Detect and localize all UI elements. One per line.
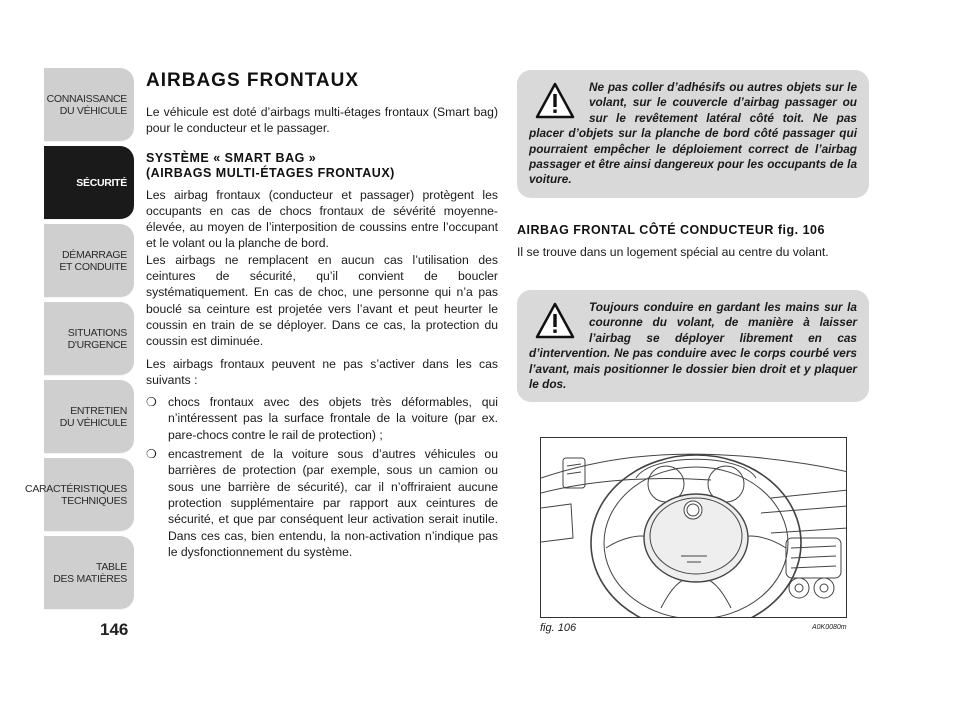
sidebar-item-label: CARACTÉRISTIQUES TECHNIQUES bbox=[25, 482, 127, 507]
steering-wheel-illustration bbox=[541, 438, 847, 618]
sidebar-item-label: TABLE DES MATIÈRES bbox=[53, 560, 127, 585]
paragraph: Les airbags ne remplacent en aucun cas l’utilisation des ceintures de sécurité, qu’il convient de boucler systématiquement. En cas de choc, une personne qui n’a pas bouclé sa ceinture est projetée vers l’avant et peut heurter le coussin en train de se déployer. Dans ce cas, la protection du coussin est diminuée. bbox=[146, 252, 498, 349]
page-number: 146 bbox=[100, 620, 129, 639]
sidebar-item-label: SITUATIONS D'URGENCE bbox=[67, 326, 127, 351]
intro-paragraph: Le véhicule est doté d’airbags multi-étages frontaux (Smart bag) pour le conducteur et le passager. bbox=[146, 105, 498, 136]
paragraph: Les airbag frontaux (conducteur et passager) protègent les occupants en cas de chocs frontaux de sévérité moyenne-élevée, au moyen de l’interposition de coussins entre l’occupant et le volant ou la planche de bord. bbox=[146, 187, 498, 251]
warning-triangle-icon bbox=[535, 302, 575, 340]
sidebar-item-label: DÉMARRAGE ET CONDUITE bbox=[59, 248, 127, 273]
sidebar-item-table[interactable] bbox=[44, 536, 134, 610]
steering-wheel-figure bbox=[540, 437, 847, 618]
section-subtitle: SYSTÈME « SMART BAG » (AIRBAGS MULTI-ÉTAGES FRONTAUX) bbox=[146, 150, 395, 180]
paragraph: Les airbags frontaux peuvent ne pas s’activer dans les cas suivants : bbox=[146, 356, 498, 387]
warning-text: Ne pas coller d’adhésifs ou autres objets sur le volant, sur le couvercle d’airbag passager ou sur le revêtement latéral côté toit. Ne pas placer d’objets sur la planche de bord côté passager qui pourraient empêcher le déploiement correct de l’airbag passager et être ainsi dangereux pour les occupants de la voiture. bbox=[529, 80, 857, 187]
sidebar-item-securite[interactable] bbox=[44, 146, 134, 220]
sidebar-item-label: CONNAISSANCE DU VÉHICULE bbox=[46, 92, 127, 117]
warning-box bbox=[517, 290, 869, 402]
sidebar-item-urgence[interactable] bbox=[44, 302, 134, 376]
bullet-list bbox=[146, 394, 498, 560]
warning-text: Toujours conduire en gardant les mains sur la couronne du volant, de manière à laisser l’airbag se déployer librement en cas d’intervention. Ne pas conduire avec le corps courbé vers l’avant, mais positionner le dossier bien droit et y plaquer le dos. bbox=[529, 300, 857, 392]
figure-caption: fig. 106 bbox=[540, 622, 577, 634]
paragraph: Il se trouve dans un logement spécial au centre du volant. bbox=[517, 245, 829, 259]
sidebar-item-entretien[interactable] bbox=[44, 380, 134, 454]
section-subtitle: AIRBAG FRONTAL CÔTÉ CONDUCTEUR fig. 106 bbox=[517, 223, 825, 237]
sidebar-item-demarrage[interactable] bbox=[44, 224, 134, 298]
list-item: ❍ encastrement de la voiture sous d’autres véhicules ou barrières de protection (par exemple, sous un camion ou sous une barrière de sécurité), car il n’offriraient aucune protection supplémentaire par rapport aux ceintures de sécurité, et que par conséquent leur activation serait inutile. Dans ces cas, bien entendu, la non-activation n’indique pas le dysfonctionnement du système. bbox=[146, 446, 498, 560]
warning-triangle-icon bbox=[535, 82, 575, 120]
sidebar-item-caracteristiques[interactable] bbox=[25, 458, 134, 532]
list-item: ❍ chocs frontaux avec des objets très déformables, qui n’intéressent pas la surface frontale de la voiture (par ex. pare-chocs contre le rail de protection) ; bbox=[146, 394, 498, 443]
warning-box bbox=[517, 70, 869, 198]
sidebar-item-label: ENTRETIEN DU VÉHICULE bbox=[59, 404, 127, 429]
figure-code: A0K0080m bbox=[812, 624, 847, 631]
right-column bbox=[517, 223, 869, 260]
page-title: AIRBAGS FRONTAUX bbox=[146, 70, 360, 91]
left-column bbox=[146, 70, 498, 563]
sidebar-item-connaissance[interactable] bbox=[44, 68, 134, 142]
sidebar-item-label: SÉCURITÉ bbox=[76, 176, 127, 189]
